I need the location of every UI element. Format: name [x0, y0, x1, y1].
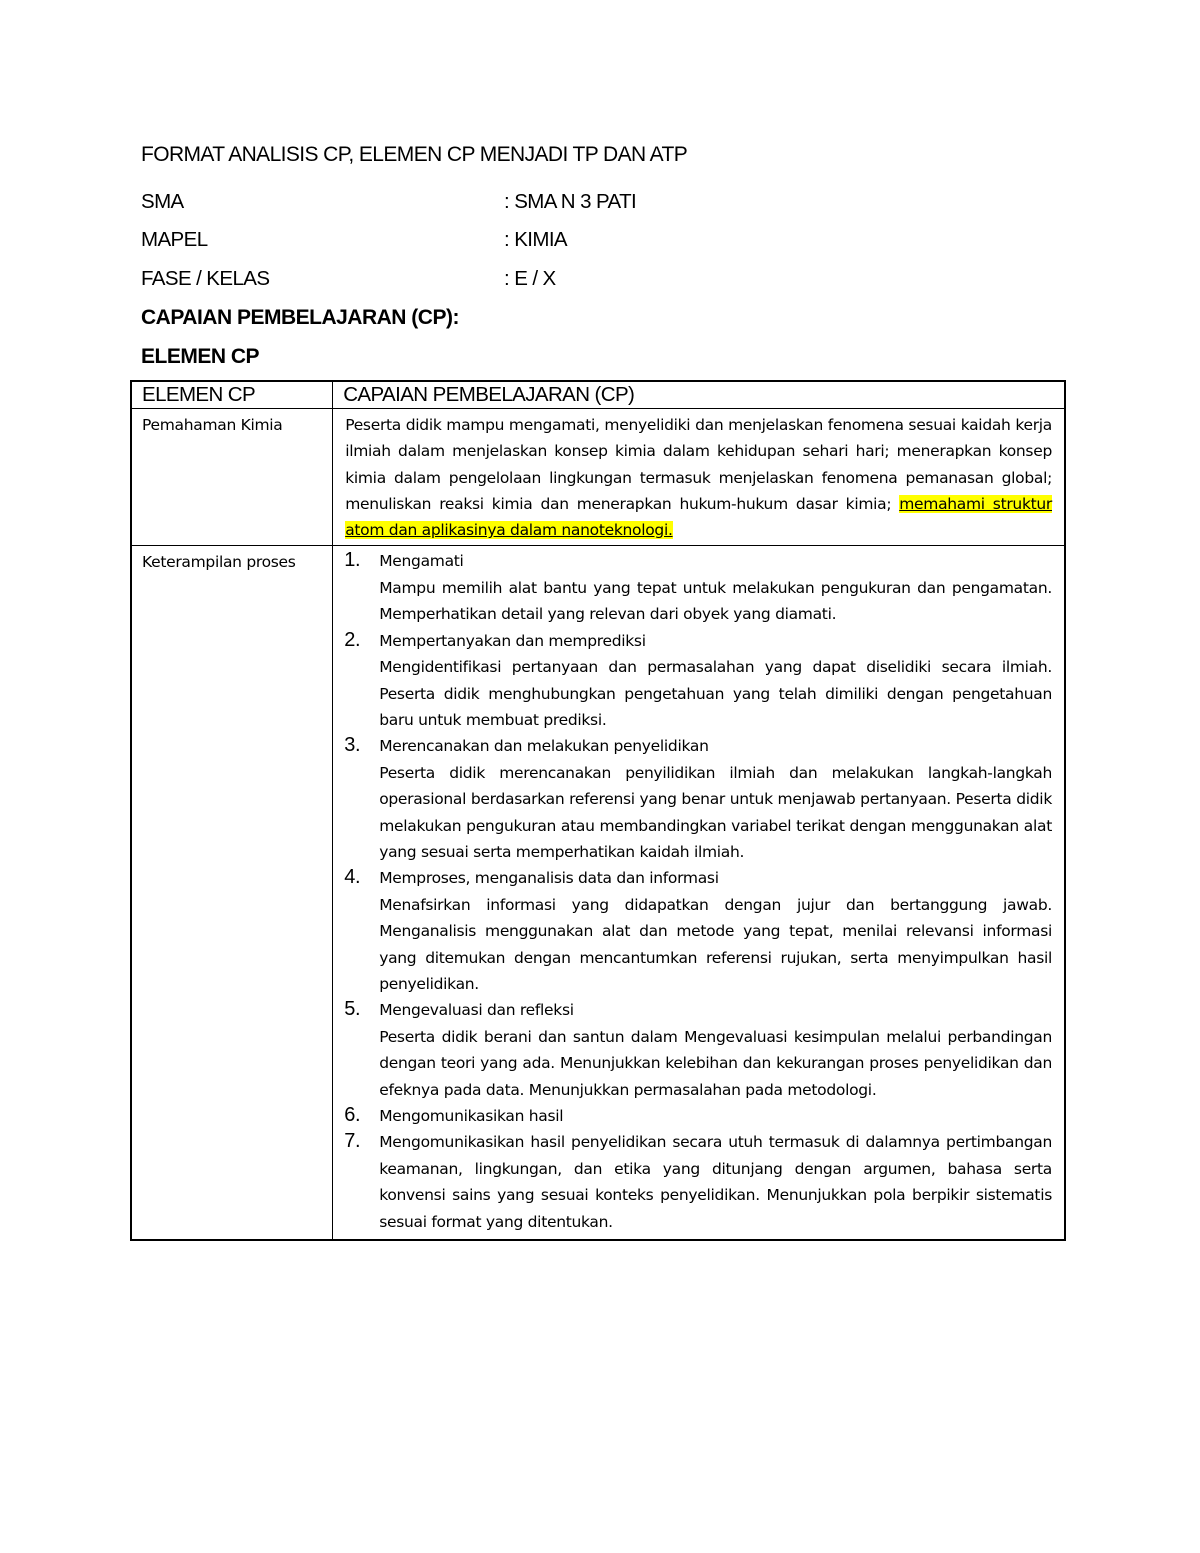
- list-number: 5.: [344, 998, 361, 1021]
- document-title: FORMAT ANALISIS CP, ELEMEN CP MENJADI TP DAN ATP: [141, 143, 688, 166]
- cp-highlighted-text: memahami struktur atom dan aplikasinya dalam nanoteknologi.: [345, 494, 1052, 540]
- meta-label: SMA: [141, 190, 184, 213]
- heading-capaian-pembelajaran: CAPAIAN PEMBELAJARAN (CP):: [141, 306, 459, 329]
- column-header-capaian: CAPAIAN PEMBELAJARAN (CP): [333, 381, 1065, 409]
- list-item: [333, 628, 1052, 734]
- cp-text: Peserta didik mampu mengamati, menyelidiki dan menjelaskan fenomena sesuai kaidah kerja ilmiah dalam menjelaskan konsep kimia dalam kehidupan sehari hari; menerapkan konsep kimia dalam pengelolaan lingkungan termasuk menjelaskan fenomena pemanasan global; menuliskan reaksi kimia dan menerapkan hukum-hukum dasar kimia;: [345, 416, 1052, 513]
- step-title: Mempertanyakan dan memprediksi: [379, 631, 646, 650]
- step-description: Mampu memilih alat bantu yang tepat untuk melakukan pengukuran dan pengamatan. Memperhatikan detail yang relevan dari obyek yang diamati.: [379, 578, 1052, 624]
- cp-paragraph: [333, 409, 1064, 545]
- column-header-elemen: ELEMEN CP: [131, 381, 333, 409]
- step-title: Mengamati: [379, 552, 464, 571]
- cp-table: [130, 380, 1066, 1241]
- list-item: [333, 997, 1052, 1103]
- elemen-label: Keterampilan proses: [142, 553, 296, 572]
- list-item: [333, 548, 1052, 627]
- elemen-cell: [131, 409, 333, 546]
- process-steps-list: [333, 546, 1064, 1239]
- list-item: [333, 733, 1052, 865]
- list-number: 6.: [344, 1104, 361, 1127]
- table-row: [131, 546, 1065, 1240]
- step-title: Mengomunikasikan hasil: [379, 1107, 564, 1126]
- step-description: Menafsirkan informasi yang didapatkan dengan jujur dan bertanggung jawab. Menganalisis menggunakan alat dan metode yang tepat, menilai relevansi informasi yang ditemukan dengan mencantumkan referensi rujukan, serta menyimpulkan hasil penyelidikan.: [379, 895, 1052, 993]
- step-title: Memproses, menganalisis data dan informasi: [379, 869, 719, 888]
- heading-elemen-cp: ELEMEN CP: [141, 345, 260, 368]
- list-item: [333, 1103, 1052, 1129]
- list-item: [333, 1129, 1052, 1235]
- step-description: Mengidentifikasi pertanyaan dan permasalahan yang dapat diselidiki secara ilmiah. Peserta didik menghubungkan pengetahuan yang telah dimiliki dengan pengetahuan baru untuk membuat prediksi.: [379, 658, 1052, 729]
- list-number: 2.: [344, 628, 361, 651]
- table-header-row: [131, 381, 1065, 409]
- meta-label: MAPEL: [141, 228, 208, 251]
- elemen-cell: [131, 546, 333, 1240]
- list-number: 3.: [344, 734, 361, 757]
- meta-value: : KIMIA: [504, 228, 568, 251]
- meta-value: : E / X: [504, 267, 556, 290]
- list-number: 4.: [344, 866, 361, 889]
- list-number: 1.: [344, 549, 361, 572]
- meta-label: FASE / KELAS: [141, 267, 270, 290]
- step-description: Peserta didik merencanakan penyilidikan ilmiah dan melakukan langkah-langkah operasional berdasarkan referensi yang benar untuk menjawab pertanyaan. Peserta didik melakukan pengukuran atau membandingkan variabel terikat dengan menggunakan alat yang sesuai serta memperhatikan kaidah ilmiah.: [379, 763, 1052, 861]
- meta-value: : SMA N 3 PATI: [504, 190, 637, 213]
- cp-cell: [333, 409, 1065, 546]
- step-title: Mengomunikasikan hasil penyelidikan secara utuh termasuk di dalamnya pertimbangan keamanan, lingkungan, dan etika yang ditunjang dengan argumen, bahasa serta konvensi sains yang sesuai konteks penyelidikan. Menunjukkan pola berpikir sistematis sesuai format yang ditentukan.: [379, 1133, 1052, 1231]
- step-title: Mengevaluasi dan refleksi: [379, 1001, 574, 1020]
- cp-cell: [333, 546, 1065, 1240]
- step-title: Merencanakan dan melakukan penyelidikan: [379, 737, 709, 756]
- step-description: Peserta didik berani dan santun dalam Mengevaluasi kesimpulan melalui perbandingan dengan teori yang ada. Menunjukkan kelebihan dan kekurangan proses penyelidikan dan efeknya pada data. Menunjukkan permasalahan pada metodologi.: [379, 1027, 1052, 1099]
- list-number: 7.: [344, 1130, 361, 1153]
- table-row: [131, 409, 1065, 546]
- list-item: [333, 865, 1052, 997]
- elemen-label: Pemahaman Kimia: [142, 416, 283, 434]
